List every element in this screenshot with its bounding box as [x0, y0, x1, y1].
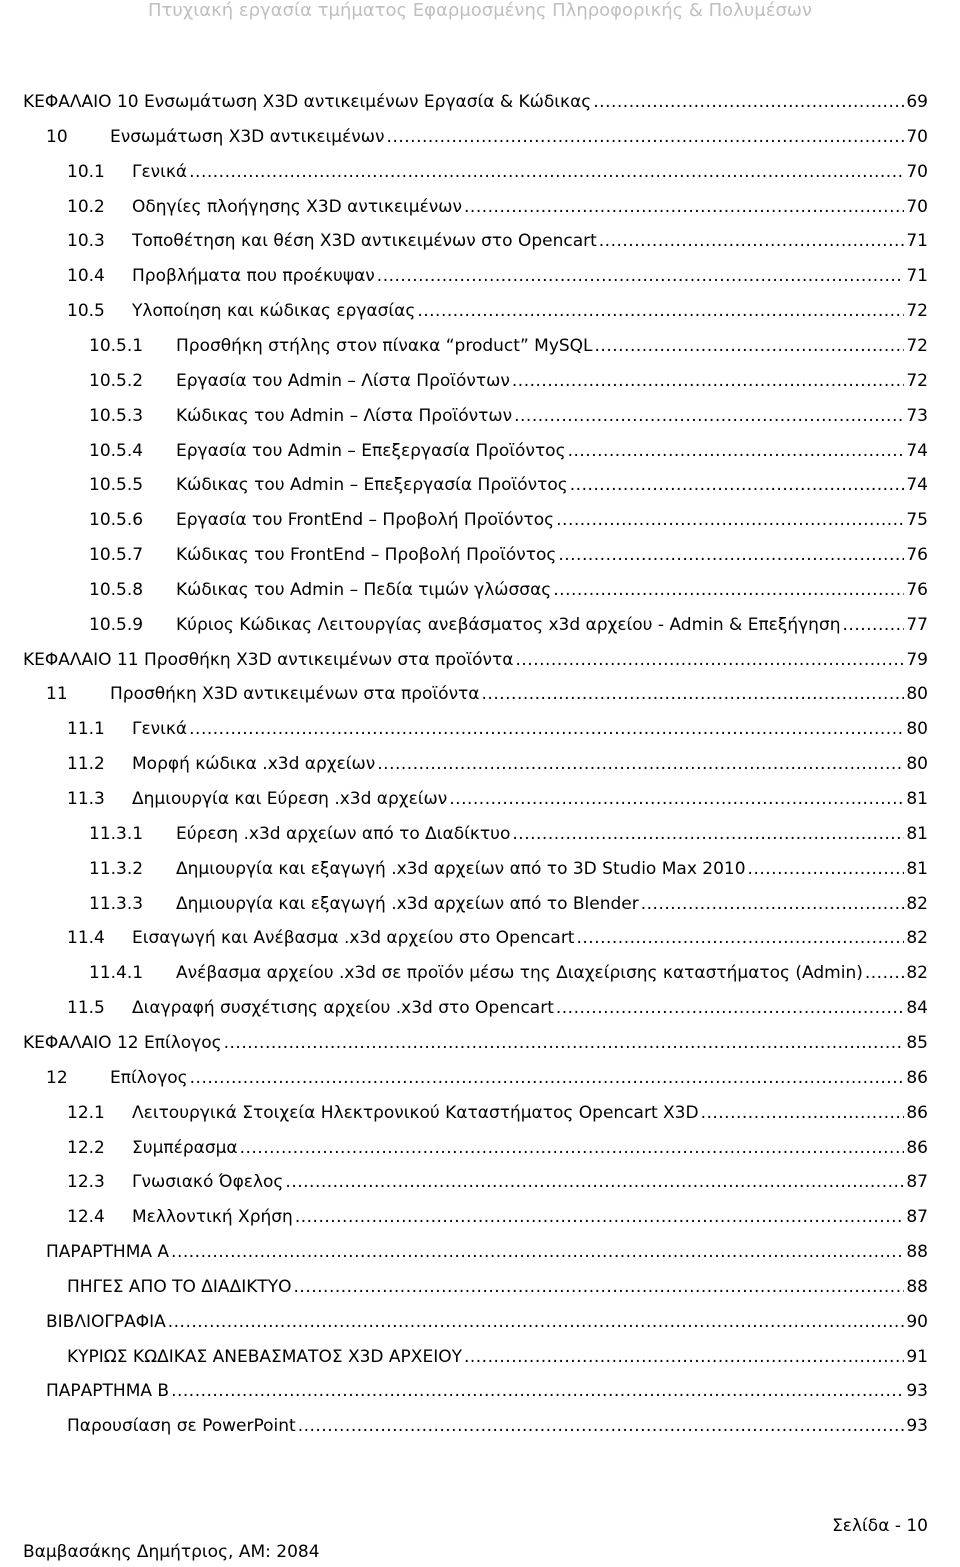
toc-entry-number: 10.5.3	[89, 405, 144, 426]
running-header: Πτυχιακή εργασία τμήματος Εφαρμοσμένης Πληροφορικής & Πολυμέσων	[148, 0, 812, 21]
toc-entry-page: 79	[906, 649, 928, 670]
toc-entry-page: 84	[906, 998, 928, 1019]
toc-entry-number: 11.3.2	[89, 858, 144, 879]
toc-entry-page: 69	[906, 92, 928, 112]
toc-leader-dots	[377, 754, 904, 774]
toc-entry-page: 72	[906, 301, 928, 322]
toc-leader-dots	[593, 92, 904, 112]
toc-entry-page: 90	[906, 1311, 928, 1332]
toc-leader-dots	[377, 266, 905, 286]
toc-entry-page: 82	[906, 928, 928, 949]
toc-leader-dots	[168, 1312, 905, 1332]
toc-entry[interactable]	[67, 231, 928, 259]
toc-entry-number: 10.5.8	[89, 579, 144, 600]
toc-entry[interactable]	[89, 406, 928, 434]
toc-entry-page: 72	[906, 335, 928, 356]
toc-entry-title: Λειτουργικά Στοιχεία Ηλεκτρονικού Καταστήματος Opencart X3D	[132, 1102, 699, 1123]
toc-leader-dots	[843, 615, 905, 635]
toc-entry-title: Προσθήκη X3D αντικειμένων στα προϊόντα	[110, 684, 480, 705]
toc-entry-page: 81	[906, 823, 928, 844]
toc-entry-page: 74	[906, 440, 928, 461]
toc-entry-page: 81	[906, 789, 928, 809]
toc-entry-title: Δημιουργία και εξαγωγή .x3d αρχείων από το 3D Studio Max 2010	[176, 858, 746, 879]
toc-leader-dots	[224, 1033, 905, 1053]
toc-entry-title: Κύριος Κώδικας Λειτουργίας ανεβάσματος x3d αρχείου - Admin & Επεξήγηση	[176, 614, 841, 635]
toc-entry[interactable]	[89, 824, 928, 852]
toc-entry[interactable]	[89, 441, 928, 469]
toc-entry-number: 11.3	[67, 789, 105, 809]
toc-entry-number: 11.4	[67, 928, 105, 949]
toc-leader-dots	[701, 1103, 905, 1123]
toc-entry-number: 11.4.1	[89, 963, 144, 984]
toc-entry-number: 11.1	[67, 719, 105, 740]
toc-entry-number: 10.2	[67, 196, 105, 217]
toc-entry-page: 82	[906, 893, 928, 914]
toc-entry[interactable]	[67, 1277, 928, 1305]
toc-leader-dots	[512, 371, 904, 391]
toc-leader-dots	[516, 650, 905, 670]
toc-entry[interactable]	[67, 1416, 928, 1444]
toc-entry-page: 70	[906, 161, 928, 182]
toc-entry-title: Κώδικας του Admin – Λίστα Προϊόντων	[176, 405, 513, 426]
toc-leader-dots	[576, 928, 904, 948]
toc-entry-title: Γενικά	[132, 719, 188, 740]
toc-leader-dots	[298, 1416, 905, 1436]
toc-entry-title: Προσθήκη στήλης στον πίνακα “product” MySQL	[176, 335, 593, 356]
toc-leader-dots	[748, 859, 905, 879]
toc-leader-dots	[294, 1277, 905, 1297]
toc-entry[interactable]	[67, 1207, 928, 1235]
toc-entry-title: Διαγραφή συσχέτισης αρχείου .x3d στο Opencart	[132, 998, 554, 1019]
toc-entry-page: 86	[906, 1137, 928, 1158]
toc-leader-dots	[558, 545, 904, 565]
toc-entry-number: 11	[46, 684, 68, 705]
toc-entry-number: 12.1	[67, 1102, 105, 1123]
toc-leader-dots	[595, 336, 905, 356]
toc-entry[interactable]	[46, 127, 928, 155]
toc-leader-dots	[553, 580, 904, 600]
toc-entry-title: ΠΑΡΑΡΤΗΜΑ Β	[46, 1381, 170, 1402]
toc-leader-dots	[568, 441, 905, 461]
toc-entry-page: 82	[906, 963, 928, 984]
toc-entry[interactable]	[67, 928, 928, 956]
toc-entry-page: 88	[906, 1276, 928, 1297]
toc-leader-dots	[285, 1172, 904, 1192]
toc-entry-number: 11.3.1	[89, 823, 144, 844]
toc-entry-number: 10	[46, 126, 68, 147]
toc-entry-title: ΠΗΓΕΣ ΑΠΟ ΤΟ ΔΙΑΔΙΚΤΥΟ	[67, 1276, 292, 1297]
toc-entry[interactable]	[46, 1068, 928, 1096]
toc-entry-page: 81	[906, 858, 928, 879]
toc-entry[interactable]	[89, 475, 928, 503]
toc-entry-title: Τοποθέτηση και θέση X3D αντικειμένων στο Opencart	[132, 231, 597, 252]
toc-entry[interactable]	[67, 998, 928, 1026]
toc-leader-dots	[387, 127, 905, 147]
toc-entry[interactable]	[89, 963, 928, 991]
toc-leader-dots	[464, 1347, 904, 1367]
toc-entry[interactable]	[23, 92, 928, 120]
toc-entry-number: 11.2	[67, 754, 105, 775]
toc-entry-title: Εργασία του Admin – Επεξεργασία Προϊόντος	[176, 440, 566, 461]
toc-entry-page: 80	[906, 719, 928, 740]
toc-leader-dots	[599, 231, 905, 251]
toc-entry[interactable]	[67, 1172, 928, 1200]
toc-entry-title: ΒΙΒΛΙΟΓΡΑΦΙΑ	[46, 1311, 166, 1332]
toc-entry-page: 93	[906, 1381, 928, 1402]
toc-entry-title: Γνωσιακό Όφελος	[132, 1172, 284, 1193]
toc-entry-title: ΚΥΡΙΩΣ ΚΩΔΙΚΑΣ ΑΝΕΒΑΣΜΑΤΟΣ X3D ΑΡΧΕΙΟΥ	[67, 1346, 462, 1367]
toc-entry-page: 70	[906, 196, 928, 217]
toc-entry[interactable]	[67, 266, 928, 294]
toc-leader-dots	[171, 1242, 904, 1262]
toc-entry-title: Προβλήματα που προέκυψαν	[132, 266, 375, 287]
toc-entry[interactable]	[89, 510, 928, 538]
toc-entry-page: 88	[906, 1242, 928, 1263]
toc-entry-title: Γενικά	[132, 161, 188, 182]
toc-entry[interactable]	[89, 545, 928, 573]
toc-entry[interactable]	[23, 1033, 928, 1061]
toc-entry-number: 10.1	[67, 161, 105, 182]
toc-entry[interactable]	[67, 719, 928, 747]
toc-entry-title: Μορφή κώδικα .x3d αρχείων	[132, 754, 376, 775]
toc-entry[interactable]	[89, 894, 928, 922]
toc-entry-title: Επίλογος	[110, 1067, 188, 1088]
toc-entry[interactable]	[46, 1312, 928, 1340]
toc-entry[interactable]	[89, 615, 928, 643]
toc-entry-page: 76	[906, 545, 928, 566]
toc-entry-title: Εργασία του FrontEnd – Προβολή Προϊόντος	[176, 510, 555, 531]
toc-entry-title: ΠΑΡΑΡΤΗΜΑ Α	[46, 1242, 170, 1263]
toc-entry-title: ΚΕΦΑΛΑΙΟ 12 Επίλογος	[23, 1032, 222, 1053]
toc-entry-page: 75	[906, 510, 928, 531]
toc-entry-number: 10.5.2	[89, 370, 144, 391]
toc-entry-page: 80	[906, 684, 928, 705]
toc-entry[interactable]	[67, 789, 928, 817]
toc-entry-page: 77	[906, 614, 928, 635]
toc-entry[interactable]	[46, 684, 928, 712]
toc-leader-dots	[240, 1138, 905, 1158]
toc-entry-number: 12	[46, 1067, 68, 1088]
toc-entry-page: 93	[906, 1416, 928, 1437]
toc-entry-number: 11.3.3	[89, 893, 144, 914]
toc-entry[interactable]	[23, 650, 928, 678]
toc-leader-dots	[295, 1207, 905, 1227]
toc-entry-title: Κώδικας του FrontEnd – Προβολή Προϊόντος	[176, 545, 557, 566]
toc-entry-number: 12.3	[67, 1172, 105, 1193]
toc-entry[interactable]	[67, 1347, 928, 1375]
toc-entry-page: 87	[906, 1172, 928, 1193]
toc-leader-dots	[514, 406, 904, 426]
toc-entry-number: 10.5.6	[89, 510, 144, 531]
toc-entry[interactable]	[67, 162, 928, 190]
toc-entry-number: 10.5.5	[89, 475, 144, 496]
toc-leader-dots	[641, 894, 905, 914]
toc-leader-dots	[189, 719, 904, 739]
toc-leader-dots	[171, 1381, 904, 1401]
toc-entry-title: Ανέβασμα αρχείου .x3d σε προϊόν μέσω της Διαχείρισης καταστήματος (Admin)	[176, 963, 863, 984]
toc-entry-number: 12.4	[67, 1207, 105, 1228]
toc-entry[interactable]	[89, 371, 928, 399]
toc-entry[interactable]	[67, 197, 928, 225]
toc-entry-title: Παρουσίαση σε PowerPoint	[67, 1416, 296, 1437]
toc-entry-page: 87	[906, 1207, 928, 1228]
toc-entry-title: Δημιουργία και Εύρεση .x3d αρχείων	[132, 789, 448, 809]
toc-entry-number: 10.5.1	[89, 335, 144, 356]
toc-entry[interactable]	[89, 859, 928, 887]
toc-entry[interactable]	[67, 1138, 928, 1166]
toc-entry-title: ΚΕΦΑΛΑΙΟ 11 Προσθήκη X3D αντικειμένων στα προϊόντα	[23, 649, 514, 670]
toc-entry-page: 71	[906, 231, 928, 252]
toc-leader-dots	[865, 963, 905, 983]
toc-entry-title: Δημιουργία και εξαγωγή .x3d αρχείων από το Blender	[176, 893, 639, 914]
toc-entry-page: 70	[906, 126, 928, 147]
toc-entry-title: Εισαγωγή και Ανέβασμα .x3d αρχείου στο Opencart	[132, 928, 575, 949]
toc-entry-title: Μελλοντική Χρήση	[132, 1207, 293, 1228]
toc-leader-dots	[570, 475, 905, 495]
toc-entry-title: Κώδικας του Admin – Πεδία τιμών γλώσσας	[176, 579, 552, 600]
toc-entry-title: Εύρεση .x3d αρχείων από το Διαδίκτυο	[176, 823, 511, 844]
toc-entry-number: 11.5	[67, 998, 105, 1019]
toc-leader-dots	[556, 998, 904, 1018]
toc-entry-page: 74	[906, 475, 928, 496]
toc-leader-dots	[190, 1068, 905, 1088]
toc-entry-page: 80	[906, 754, 928, 775]
toc-entry[interactable]	[46, 1242, 928, 1270]
toc-entry-page: 76	[906, 579, 928, 600]
toc-entry-number: 10.5.4	[89, 440, 144, 461]
toc-entry[interactable]	[89, 336, 928, 364]
toc-entry[interactable]	[67, 754, 928, 782]
toc-entry-number: 12.2	[67, 1137, 105, 1158]
toc-entry-title: Υλοποίηση και κώδικας εργασίας	[132, 301, 416, 322]
toc-entry[interactable]	[46, 1381, 928, 1409]
toc-entry-page: 85	[906, 1032, 928, 1053]
toc-entry-page: 72	[906, 370, 928, 391]
toc-entry-number: 10.5	[67, 301, 105, 322]
toc-entry-title: Ενσωμάτωση X3D αντικειμένων	[110, 126, 385, 147]
toc-entry-number: 10.5.9	[89, 614, 144, 635]
toc-entry[interactable]	[89, 580, 928, 608]
toc-entry-title: Κώδικας του Admin – Επεξεργασία Προϊόντος	[176, 475, 568, 496]
toc-entry-page: 71	[906, 266, 928, 287]
toc-entry[interactable]	[67, 301, 928, 329]
toc-leader-dots	[512, 824, 904, 844]
toc-leader-dots	[556, 510, 904, 530]
toc-leader-dots	[417, 301, 904, 321]
toc-leader-dots	[189, 162, 904, 182]
toc-entry-page: 91	[906, 1346, 928, 1367]
toc-entry[interactable]	[67, 1103, 928, 1131]
toc-entry-page: 86	[906, 1067, 928, 1088]
toc-entry-number: 10.4	[67, 266, 105, 287]
page-number: Σελίδα - 10	[832, 1516, 928, 1536]
toc-entry-page: 73	[906, 405, 928, 426]
toc-entry-title: Συμπέρασμα	[132, 1137, 238, 1158]
toc-leader-dots	[482, 684, 905, 704]
toc-entry-number: 10.3	[67, 231, 105, 252]
toc-entry-number: 10.5.7	[89, 545, 144, 566]
toc-entry-title: ΚΕΦΑΛΑΙΟ 10 Ενσωμάτωση X3D αντικειμένων Εργασία & Κώδικας	[23, 92, 592, 112]
toc-entry-title: Οδηγίες πλοήγησης X3D αντικειμένων	[132, 196, 463, 217]
author-footer: Βαμβασάκης Δημήτριος, ΑΜ: 2084	[23, 1542, 320, 1562]
toc-entry-title: Εργασία του Admin – Λίστα Προϊόντων	[176, 370, 510, 391]
toc-entry-page: 86	[906, 1102, 928, 1123]
toc-leader-dots	[464, 197, 904, 217]
toc-leader-dots	[449, 789, 904, 809]
